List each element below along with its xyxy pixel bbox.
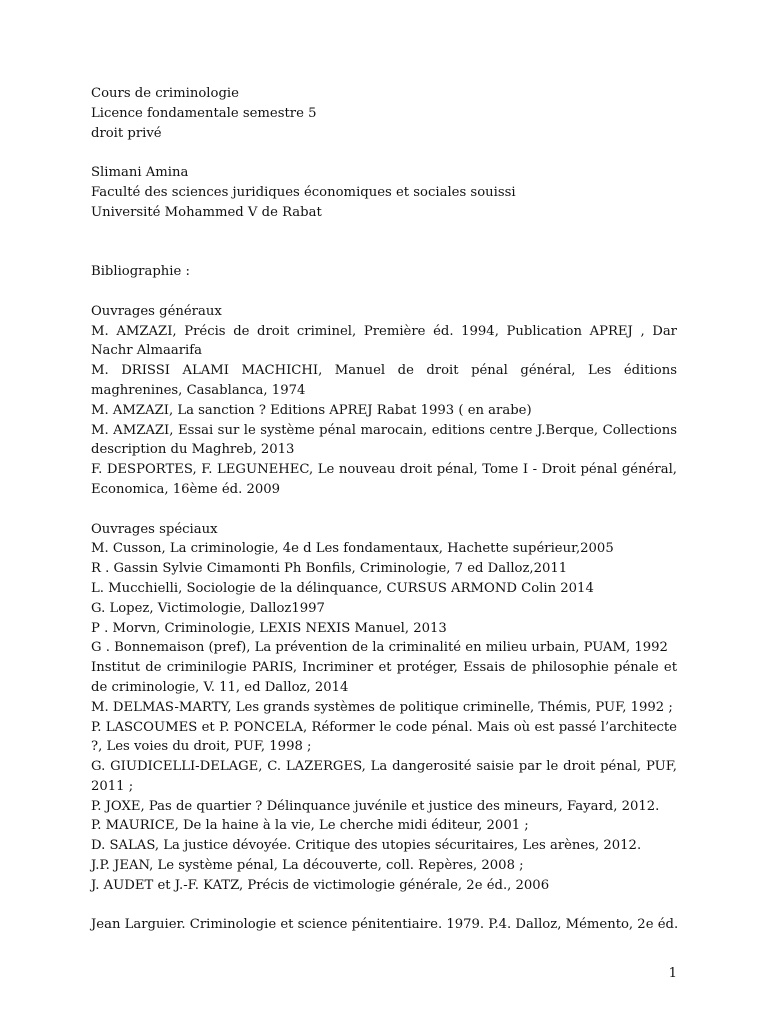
special-works-heading: Ouvrages spéciaux [91,521,218,537]
page-number: 1 [668,966,677,981]
track-line: droit privé [91,125,162,141]
bibliography-entry: M. AMZAZI, La sanction ? Editions APREJ Rabat 1993 ( en arabe) [91,402,532,418]
bibliography-entry: P . Morvn, Criminologie, LEXIS NEXIS Manuel, 2013 [91,620,447,636]
bibliography-entry: F. DESPORTES, F. LEGUNEHEC, Le nouveau droit pénal, Tome I - Droit pénal général, Economica, 16ème éd. 2009 [91,462,677,497]
bibliography-entry: Institut de criminilogie PARIS, Incriminer et protéger, Essais de philosophie pénale et de criminologie, V. 11, ed Dalloz, 2014 [91,660,677,695]
bibliography-entry: M. Cusson, La criminologie, 4e d Les fondamentaux, Hachette supérieur,2005 [91,541,614,557]
bibliography-entry: D. SALAS, La justice dévoyée. Critique des utopies sécuritaires, Les arènes, 2012. [91,838,642,854]
general-works-heading: Ouvrages généraux [91,303,222,319]
university-line: Université Mohammed V de Rabat [91,204,322,220]
bibliography-entry: P. LASCOUMES et P. PONCELA, Réformer le code pénal. Mais où est passé l’architecte ?, Les voies du droit, PUF, 1998 ; [91,719,677,755]
bibliography-entry: M. DRISSI ALAMI MACHICHI, Manuel de droit pénal général, Les éditions maghrenines, Casablanca, 1974 [91,363,677,398]
special-works-section [91,520,677,896]
bibliography-entry: M. DELMAS-MARTY, Les grands systèmes de politique criminelle, Thémis, PUF, 1992 ; [91,699,673,715]
bibliography-entry: J. AUDET et J.-F. KATZ, Précis de victimologie générale, 2e éd., 2006 [91,877,550,893]
author-name: Slimani Amina [91,165,189,181]
document-body [91,84,677,935]
bibliography-entry: G . Bonnemaison (pref), La prévention de la criminalité en milieu urbain, PUAM, 1992 [91,640,668,656]
bibliography-entry: P. JOXE, Pas de quartier ? Délinquance juvénile et justice des mineurs, Fayard, 2012. [91,798,660,814]
bibliography-entry: G. GIUDICELLI-DELAGE, C. LAZERGES, La dangerosité saisie par le droit pénal, PUF, 2011 ; [91,759,677,794]
bibliography-entry: J.P. JEAN, Le système pénal, La découverte, coll. Repères, 2008 ; [91,858,524,874]
bibliography-entry: M. AMZAZI, Essai sur le système pénal marocain, editions centre J.Berque, Collections description du Maghreb, 2013 [91,422,677,458]
final-entry: Jean Larguier. Criminologie et science pénitentiaire. 1979. P.4. Dalloz, Mémento, 2e éd. [91,917,679,933]
faculty-line: Faculté des sciences juridiques économiques et sociales souissi [91,184,516,200]
bibliography-entry: P. MAURICE, De la haine à la vie, Le cherche midi éditeur, 2001 ; [91,818,529,834]
general-works-section [91,302,677,500]
course-title: Cours de criminologie [91,86,239,101]
bibliography-entry: L. Mucchielli, Sociologie de la délinquance, CURSUS ARMOND Colin 2014 [91,580,594,596]
bibliography-heading: Bibliographie : [91,264,190,280]
bibliography-entry: M. AMZAZI, Précis de droit criminel, Première éd. 1994, Publication APREJ , Dar Nachr Almaarifa [91,323,677,359]
program-line: Licence fondamentale semestre 5 [91,105,317,121]
bibliography-entry: G. Lopez, Victimologie, Dalloz1997 [91,600,325,616]
bibliography-entry: R . Gassin Sylvie Cimamonti Ph Bonfils, Criminologie, 7 ed Dalloz,2011 [91,561,568,577]
